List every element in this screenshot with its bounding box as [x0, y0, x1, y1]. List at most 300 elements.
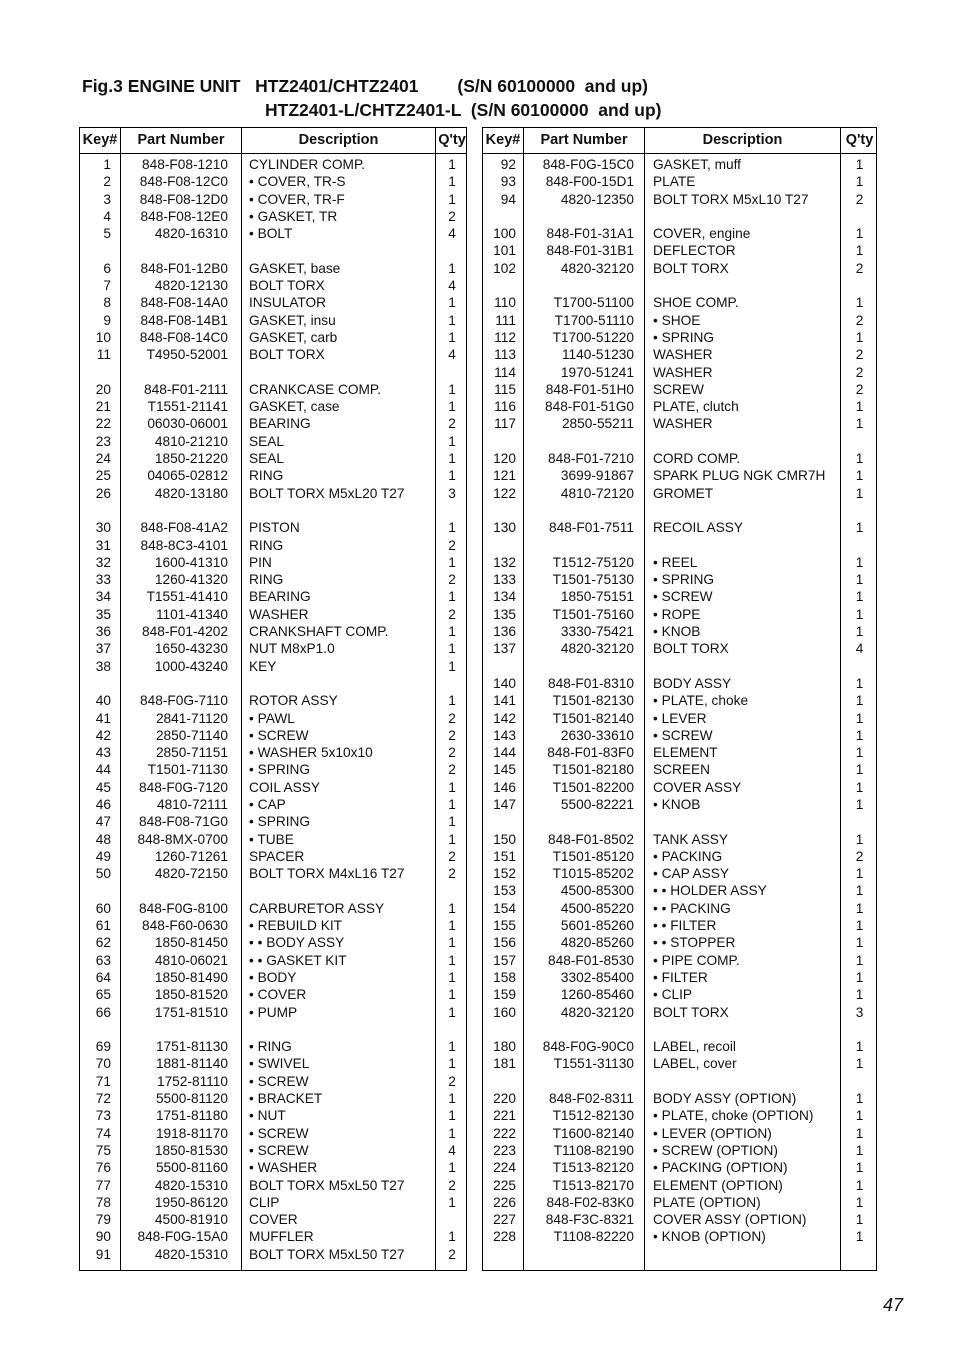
description-cell: • SCREW — [249, 1073, 309, 1089]
header-qty: Q'ty — [845, 132, 874, 148]
description-cell: • FILTER — [653, 969, 708, 985]
qty-cell: 1 — [448, 969, 456, 985]
description-cell: • PACKING (OPTION) — [653, 1160, 788, 1176]
key-cell: 5 — [103, 226, 111, 242]
table-row — [483, 1194, 876, 1211]
table-row — [483, 364, 876, 381]
table-row — [80, 865, 466, 882]
key-cell: 20 — [95, 381, 111, 397]
table-body — [80, 156, 466, 1263]
key-cell: 36 — [95, 624, 111, 640]
part-number-cell: 848-F0G-90C0 — [542, 1039, 634, 1055]
qty-cell: 1 — [855, 157, 864, 172]
description-cell: • BOLT — [249, 226, 293, 242]
description-cell: • BRACKET — [249, 1091, 323, 1107]
description-cell: WASHER — [653, 364, 713, 380]
part-number-cell: 1970-51241 — [560, 364, 634, 380]
table-row — [483, 727, 876, 744]
description-cell: PLATE, clutch — [653, 399, 739, 415]
table-row — [483, 640, 876, 657]
part-number-cell: 848-F01-51G0 — [544, 399, 634, 415]
part-number-cell: 2850-55211 — [561, 416, 634, 432]
key-cell: 3 — [103, 191, 111, 207]
qty-cell: 1 — [855, 969, 864, 985]
table-row — [483, 329, 876, 346]
table-row — [80, 1211, 466, 1228]
qty-cell: 1 — [448, 451, 456, 467]
part-number-cell: 848-F01-51H0 — [545, 381, 634, 397]
table-row — [80, 1159, 466, 1176]
part-number-cell: 848-8MX-0700 — [137, 831, 228, 847]
key-cell: 133 — [493, 572, 516, 588]
table-row — [483, 173, 876, 190]
key-cell: 49 — [95, 848, 111, 864]
qty-cell: 1 — [448, 1091, 456, 1107]
qty-cell: 2 — [448, 537, 456, 553]
qty-cell: 2 — [855, 260, 864, 276]
table-row — [483, 1177, 876, 1194]
part-number-cell: 4820-13180 — [154, 485, 228, 501]
part-number-cell: 2841-71120 — [155, 710, 228, 726]
qty-cell: 1 — [855, 485, 864, 501]
table-row — [80, 848, 466, 865]
qty-cell: 4 — [448, 278, 456, 294]
qty-cell: 1 — [448, 554, 456, 570]
qty-cell: 1 — [855, 779, 864, 795]
description-cell: COVER — [249, 1212, 298, 1228]
table-row — [483, 1073, 876, 1090]
description-cell: • COVER, TR-S — [249, 174, 346, 190]
part-number-cell: 06030-06001 — [147, 416, 228, 432]
description-cell: BOLT TORX — [653, 1004, 729, 1020]
key-cell: 66 — [95, 1004, 111, 1020]
key-cell: 145 — [493, 762, 516, 778]
table-row — [80, 1228, 466, 1245]
qty-cell: 1 — [448, 935, 456, 951]
key-cell: 45 — [95, 779, 111, 795]
description-cell: BOLT TORX — [249, 347, 325, 363]
key-cell: 71 — [95, 1073, 111, 1089]
description-cell: • SPRING — [249, 762, 311, 778]
qty-cell: 1 — [855, 918, 864, 934]
qty-cell: 1 — [855, 1177, 864, 1193]
key-cell: 11 — [96, 347, 111, 363]
qty-cell: 1 — [855, 554, 864, 570]
parts-table-left — [79, 127, 467, 1271]
part-number-cell: 5500-81120 — [155, 1091, 228, 1107]
part-number-cell: 848-F02-83K0 — [546, 1194, 634, 1210]
part-number-cell: 3699-91867 — [560, 468, 634, 484]
key-cell: 224 — [493, 1160, 516, 1176]
header-key: Key# — [82, 132, 118, 148]
page-title-line2: HTZ2401-L/CHTZ2401-L (S/N 60100000 and up) — [265, 100, 662, 120]
table-row — [483, 450, 876, 467]
qty-cell: 1 — [855, 987, 864, 1003]
table-row — [80, 882, 466, 899]
key-cell: 69 — [95, 1039, 111, 1055]
part-number-cell: 848-F3C-8321 — [545, 1212, 634, 1228]
qty-cell: 1 — [855, 762, 864, 778]
qty-cell: 2 — [448, 416, 456, 432]
key-cell: 132 — [493, 554, 516, 570]
key-cell: 75 — [95, 1142, 111, 1158]
table-row — [483, 917, 876, 934]
description-cell: RING — [249, 537, 284, 553]
table-row — [483, 1125, 876, 1142]
part-number-cell: 4820-32120 — [560, 1004, 634, 1020]
part-number-cell: 848-F01-8530 — [548, 952, 634, 968]
table-row — [483, 796, 876, 813]
part-number-cell: T1108-82190 — [553, 1142, 634, 1158]
description-cell: RECOIL ASSY — [653, 520, 744, 536]
part-number-cell: 4820-32120 — [560, 260, 634, 276]
description-cell: PISTON — [249, 520, 300, 536]
key-cell: 121 — [493, 468, 516, 484]
part-number-cell: 848-F01-31B1 — [546, 243, 634, 259]
table-row — [80, 485, 466, 502]
qty-cell: 1 — [448, 987, 456, 1003]
table-row — [80, 1021, 466, 1038]
description-cell: GROMET — [653, 485, 714, 501]
qty-cell: 2 — [855, 347, 864, 363]
part-number-cell: 1751-81510 — [154, 1004, 228, 1020]
part-number-cell: T1501-82200 — [552, 779, 634, 795]
qty-cell: 1 — [448, 174, 456, 190]
qty-cell: 4 — [855, 641, 864, 657]
table-row — [483, 1228, 876, 1245]
part-number-cell: T1015-85202 — [552, 866, 634, 882]
table-row — [80, 744, 466, 761]
part-number-cell: 4820-12130 — [154, 278, 228, 294]
description-cell: PLATE (OPTION) — [653, 1194, 761, 1210]
table-row — [483, 934, 876, 951]
description-cell: ROTOR ASSY — [249, 693, 338, 709]
qty-cell: 1 — [448, 779, 456, 795]
qty-cell: 2 — [448, 1073, 456, 1089]
part-number-cell: 1260-85460 — [560, 987, 634, 1003]
description-cell: KEY — [249, 658, 277, 674]
table-row — [80, 813, 466, 830]
qty-cell: 1 — [855, 883, 864, 899]
part-number-cell: 4820-72150 — [154, 866, 228, 882]
key-cell: 135 — [493, 606, 516, 622]
part-number-cell: T1600-82140 — [552, 1125, 634, 1141]
key-cell: 117 — [494, 416, 516, 432]
part-number-cell: T4950-52001 — [146, 347, 228, 363]
description-cell: GASKET, insu — [249, 312, 336, 328]
part-number-cell: 848-8C3-4101 — [140, 537, 228, 553]
key-cell: 114 — [494, 364, 516, 380]
part-number-cell: 848-F08-14A0 — [140, 295, 228, 311]
description-cell: • • PACKING — [653, 900, 731, 916]
part-number-cell: 848-F08-14B1 — [140, 312, 228, 328]
key-cell: 93 — [500, 174, 516, 190]
description-cell: • SPRING — [653, 572, 715, 588]
qty-cell: 1 — [448, 900, 456, 916]
header-qty: Q'ty — [438, 132, 466, 148]
part-number-cell: 848-F01-4202 — [142, 624, 228, 640]
table-row — [80, 277, 466, 294]
description-cell: RING — [249, 468, 284, 484]
part-number-cell: 1101-41340 — [155, 606, 228, 622]
qty-cell: 1 — [855, 589, 864, 605]
description-cell: • COVER — [249, 987, 307, 1003]
table-row — [483, 242, 876, 259]
description-cell: • SHOE — [653, 312, 701, 328]
qty-cell: 1 — [448, 468, 456, 484]
qty-cell: 3 — [855, 1004, 864, 1020]
part-number-cell: T1501-82130 — [552, 693, 634, 709]
key-cell: 137 — [493, 641, 516, 657]
table-row — [483, 485, 876, 502]
part-number-cell: T1501-85120 — [552, 848, 634, 864]
qty-cell: 1 — [448, 329, 456, 345]
part-number-cell: 848-F0G-7110 — [139, 693, 228, 709]
description-cell: • • BODY ASSY — [249, 935, 345, 951]
qty-cell: 1 — [448, 1056, 456, 1072]
table-row — [80, 502, 466, 519]
header-description: Description — [298, 132, 379, 148]
qty-cell: 1 — [855, 468, 864, 484]
part-number-cell: T1551-21141 — [147, 399, 228, 415]
key-cell: 151 — [493, 848, 516, 864]
qty-cell: 4 — [448, 226, 456, 242]
part-number-cell: 4820-32120 — [560, 641, 634, 657]
table-row — [483, 1211, 876, 1228]
key-cell: 65 — [95, 987, 111, 1003]
part-number-cell: 848-F08-12E0 — [140, 208, 228, 224]
table-row — [80, 156, 466, 173]
qty-cell: 1 — [855, 1056, 864, 1072]
table-row — [80, 831, 466, 848]
key-cell: 221 — [493, 1108, 516, 1124]
description-cell: • NUT — [249, 1108, 286, 1124]
description-cell: INSULATOR — [249, 295, 327, 311]
part-number-cell: 848-F08-12C0 — [139, 174, 228, 190]
table-row — [483, 208, 876, 225]
part-number-cell: 848-F0G-15A0 — [137, 1229, 228, 1245]
qty-cell: 1 — [448, 1194, 456, 1210]
header-part-number: Part Number — [137, 132, 225, 148]
table-row — [80, 173, 466, 190]
table-row — [483, 1038, 876, 1055]
description-cell: NUT M8xP1.0 — [249, 641, 335, 657]
description-cell: WASHER — [653, 347, 713, 363]
key-cell: 73 — [95, 1108, 111, 1124]
table-row — [80, 450, 466, 467]
part-number-cell: 4810-21210 — [154, 433, 228, 449]
description-cell: • RING — [249, 1039, 292, 1055]
table-row — [80, 640, 466, 657]
header-description: Description — [702, 132, 783, 148]
description-cell: CLIP — [249, 1194, 280, 1210]
table-row — [80, 1107, 466, 1124]
part-number-cell: 1850-75151 — [560, 589, 634, 605]
key-cell: 222 — [493, 1125, 516, 1141]
description-cell: GASKET, base — [249, 260, 341, 276]
part-number-cell: 1850-81450 — [154, 935, 228, 951]
qty-cell: 1 — [448, 157, 456, 172]
qty-cell: 2 — [448, 1177, 456, 1193]
part-number-cell: 4500-81910 — [154, 1212, 228, 1228]
key-cell: 181 — [493, 1056, 516, 1072]
table-row — [80, 294, 466, 311]
table-row — [483, 606, 876, 623]
key-cell: 155 — [493, 918, 516, 934]
qty-cell: 4 — [448, 1142, 456, 1158]
table-row — [80, 727, 466, 744]
qty-cell: 1 — [855, 1142, 864, 1158]
table-row — [80, 1055, 466, 1072]
part-number-cell: 848-F01-7511 — [549, 520, 634, 536]
table-row — [80, 191, 466, 208]
part-number-cell: T1501-75160 — [552, 606, 634, 622]
key-cell: 21 — [95, 399, 111, 415]
description-cell: CYLINDER COMP. — [249, 157, 366, 172]
key-cell: 111 — [495, 312, 516, 328]
table-row — [483, 952, 876, 969]
part-number-cell: 848-F01-8502 — [548, 831, 634, 847]
table-row — [80, 554, 466, 571]
part-number-cell: T1108-82220 — [553, 1229, 634, 1245]
table-row — [80, 1194, 466, 1211]
part-number-cell: 848-F0G-7120 — [138, 779, 228, 795]
description-cell: SCREW — [653, 381, 704, 397]
qty-cell: 1 — [855, 1039, 864, 1055]
key-cell: 6 — [103, 260, 111, 276]
table-row — [80, 900, 466, 917]
table-row — [483, 519, 876, 536]
description-cell: DEFLECTOR — [653, 243, 736, 259]
part-number-cell: 848-F08-12D0 — [139, 191, 228, 207]
qty-cell: 1 — [448, 1160, 456, 1176]
key-cell: 32 — [95, 554, 111, 570]
table-row — [483, 1090, 876, 1107]
part-number-cell: 848-F01-83F0 — [547, 745, 634, 761]
key-cell: 120 — [493, 451, 516, 467]
description-cell: COVER ASSY (OPTION) — [653, 1212, 807, 1228]
qty-cell: 1 — [855, 451, 864, 467]
part-number-cell: 1850-81520 — [154, 987, 228, 1003]
qty-cell: 1 — [448, 814, 456, 830]
part-number-cell: 848-F01-8310 — [548, 675, 634, 691]
description-cell: BOLT TORX M5xL20 T27 — [249, 485, 405, 501]
part-number-cell: 848-F08-1210 — [142, 157, 228, 172]
qty-cell: 1 — [448, 952, 456, 968]
table-row — [80, 571, 466, 588]
key-cell: 180 — [493, 1039, 516, 1055]
qty-cell: 2 — [448, 208, 456, 224]
key-cell: 122 — [493, 485, 516, 501]
description-cell: • WASHER — [249, 1160, 318, 1176]
table-row — [483, 1004, 876, 1021]
table-body — [483, 156, 876, 1246]
qty-cell: 1 — [855, 1108, 864, 1124]
part-number-cell: T1501-82180 — [552, 762, 634, 778]
table-row — [483, 537, 876, 554]
table-row — [483, 1107, 876, 1124]
description-cell: • REEL — [653, 554, 698, 570]
key-cell: 25 — [95, 468, 111, 484]
part-number-cell: 1752-81110 — [156, 1073, 228, 1089]
description-cell: BOLT TORX — [249, 278, 325, 294]
qty-cell: 2 — [855, 381, 864, 397]
key-cell: 47 — [95, 814, 111, 830]
description-cell: CARBURETOR ASSY — [249, 900, 385, 916]
table-row — [483, 502, 876, 519]
description-cell: TANK ASSY — [653, 831, 729, 847]
part-number-cell: 1950-86120 — [154, 1194, 228, 1210]
qty-cell: 1 — [855, 243, 864, 259]
key-cell: 64 — [95, 969, 111, 985]
description-cell: BODY ASSY (OPTION) — [653, 1091, 797, 1107]
key-cell: 9 — [103, 312, 111, 328]
table-row — [80, 986, 466, 1003]
key-cell: 8 — [103, 295, 111, 311]
part-number-cell: T1700-51220 — [552, 329, 634, 345]
key-cell: 62 — [95, 935, 111, 951]
table-row — [483, 865, 876, 882]
key-cell: 1 — [103, 157, 111, 172]
part-number-cell: 848-F08-41A2 — [140, 520, 228, 536]
qty-cell: 1 — [855, 572, 864, 588]
part-number-cell: T1551-31130 — [553, 1056, 634, 1072]
key-cell: 76 — [95, 1160, 111, 1176]
description-cell: • REBUILD KIT — [249, 918, 343, 934]
key-cell: 90 — [95, 1229, 111, 1245]
description-cell: SCREEN — [653, 762, 711, 778]
part-number-cell: 5500-82221 — [560, 796, 634, 812]
key-cell: 7 — [103, 278, 111, 294]
description-cell: BOLT TORX M5xL10 T27 — [653, 191, 809, 207]
description-cell: GASKET, carb — [249, 329, 338, 345]
part-number-cell: 5500-81160 — [155, 1160, 228, 1176]
description-cell: WASHER — [653, 416, 713, 432]
table-row — [80, 623, 466, 640]
qty-cell: 1 — [448, 589, 456, 605]
key-cell: 136 — [493, 624, 516, 640]
key-cell: 35 — [95, 606, 111, 622]
part-number-cell: T1513-82170 — [552, 1177, 634, 1193]
table-row — [483, 225, 876, 242]
description-cell: COVER ASSY — [653, 779, 742, 795]
table-row — [483, 381, 876, 398]
table-row — [80, 242, 466, 259]
qty-cell: 1 — [855, 900, 864, 916]
part-number-cell: 848-F01-2111 — [144, 381, 228, 397]
table-row — [483, 1055, 876, 1072]
key-cell: 144 — [493, 745, 516, 761]
qty-cell: 1 — [855, 1194, 864, 1210]
table-row — [80, 658, 466, 675]
key-cell: 26 — [95, 485, 111, 501]
description-cell: • TUBE — [249, 831, 294, 847]
qty-cell: 1 — [855, 693, 864, 709]
qty-cell: 1 — [855, 174, 864, 190]
key-cell: 227 — [493, 1212, 516, 1228]
qty-cell: 1 — [448, 260, 456, 276]
qty-cell: 1 — [448, 1229, 456, 1245]
key-cell: 101 — [493, 243, 516, 259]
qty-cell: 2 — [448, 1246, 456, 1262]
part-number-cell: 4810-06021 — [154, 952, 228, 968]
description-cell: • CLIP — [653, 987, 693, 1003]
qty-cell: 1 — [448, 1125, 456, 1141]
part-number-cell: 4820-85260 — [560, 935, 634, 951]
part-number-cell: 1650-43230 — [154, 641, 228, 657]
part-number-cell: 4500-85300 — [560, 883, 634, 899]
qty-cell: 1 — [448, 1004, 456, 1020]
